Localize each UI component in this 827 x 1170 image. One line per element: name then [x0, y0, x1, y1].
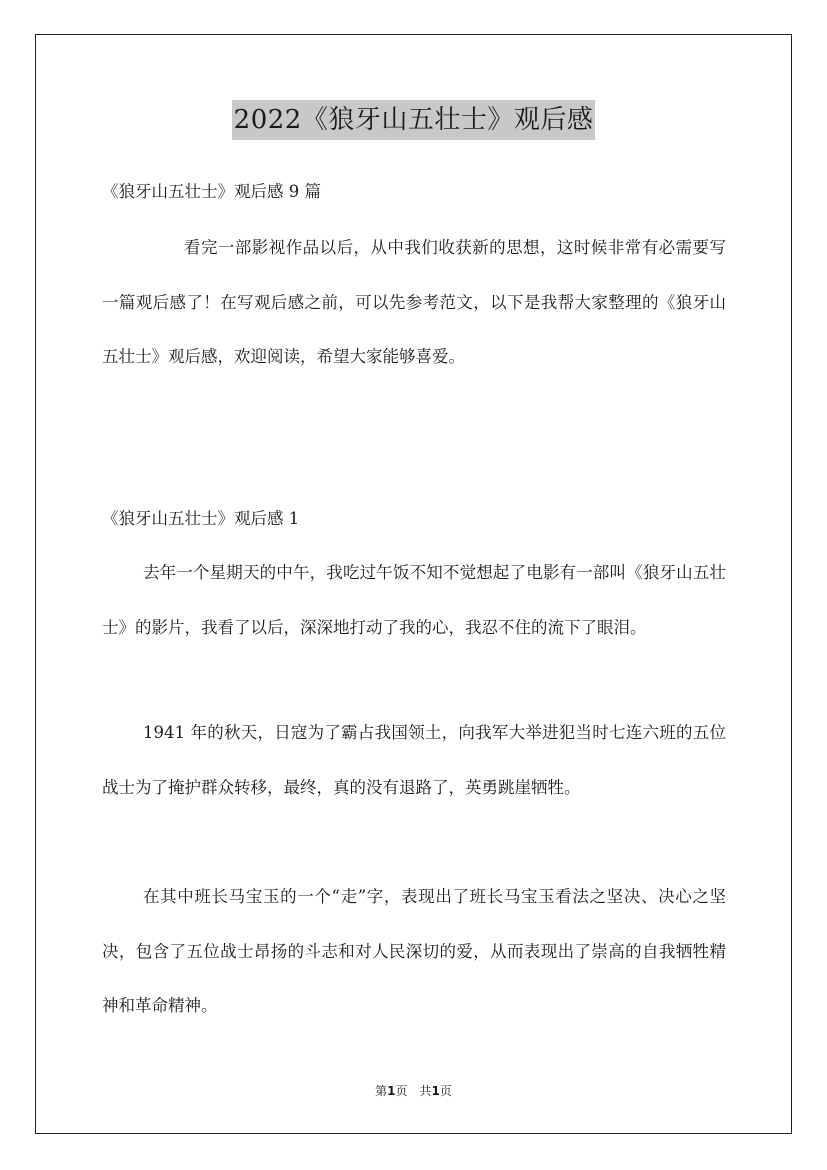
footer-page-mid: 页 共 — [395, 1084, 432, 1098]
footer-page-suffix: 页 — [439, 1084, 452, 1098]
section-heading: 《狼牙山五壮士》观后感 1 — [102, 509, 300, 528]
document-subtitle: 《狼牙山五壮士》观后感 9 篇 — [102, 182, 321, 201]
body-paragraph: 1941 年的秋天，日寇为了霸占我国领土，向我军大举进犯当时七连六班的五位战士为了掩护群众转移，最终，真的没有退路了，英勇跳崖牺牲。 — [102, 723, 726, 797]
title-container — [0, 100, 827, 140]
footer-page-prefix: 第 — [375, 1084, 388, 1098]
footer-page-number: 1 — [387, 1084, 396, 1098]
document-title: 2022《狼牙山五壮士》观后感 — [232, 100, 596, 140]
intro-paragraph: 看完一部影视作品以后，从中我们收获新的思想，这时候非常有必需要写一篇观后感了！在写观后感之前，可以先参考范文，以下是我帮大家整理的《狼牙山五壮士》观后感，欢迎阅读，希望大家能够喜爱。 — [102, 238, 726, 366]
footer-page-total: 1 — [431, 1084, 440, 1098]
body-paragraph: 去年一个星期天的中午，我吃过午饭不知不觉想起了电影有一部叫《狼牙山五壮士》的影片，我看了以后，深深地打动了我的心，我忍不住的流下了眼泪。 — [102, 563, 726, 637]
page-footer — [0, 1082, 827, 1100]
body-paragraph: 在其中班长马宝玉的一个“走”字，表现出了班长马宝玉看法之坚决、决心之坚决，包含了五位战士昂扬的斗志和对人民深切的爱，从而表现出了崇高的自我牺牲精神和革命精神。 — [102, 887, 726, 1015]
